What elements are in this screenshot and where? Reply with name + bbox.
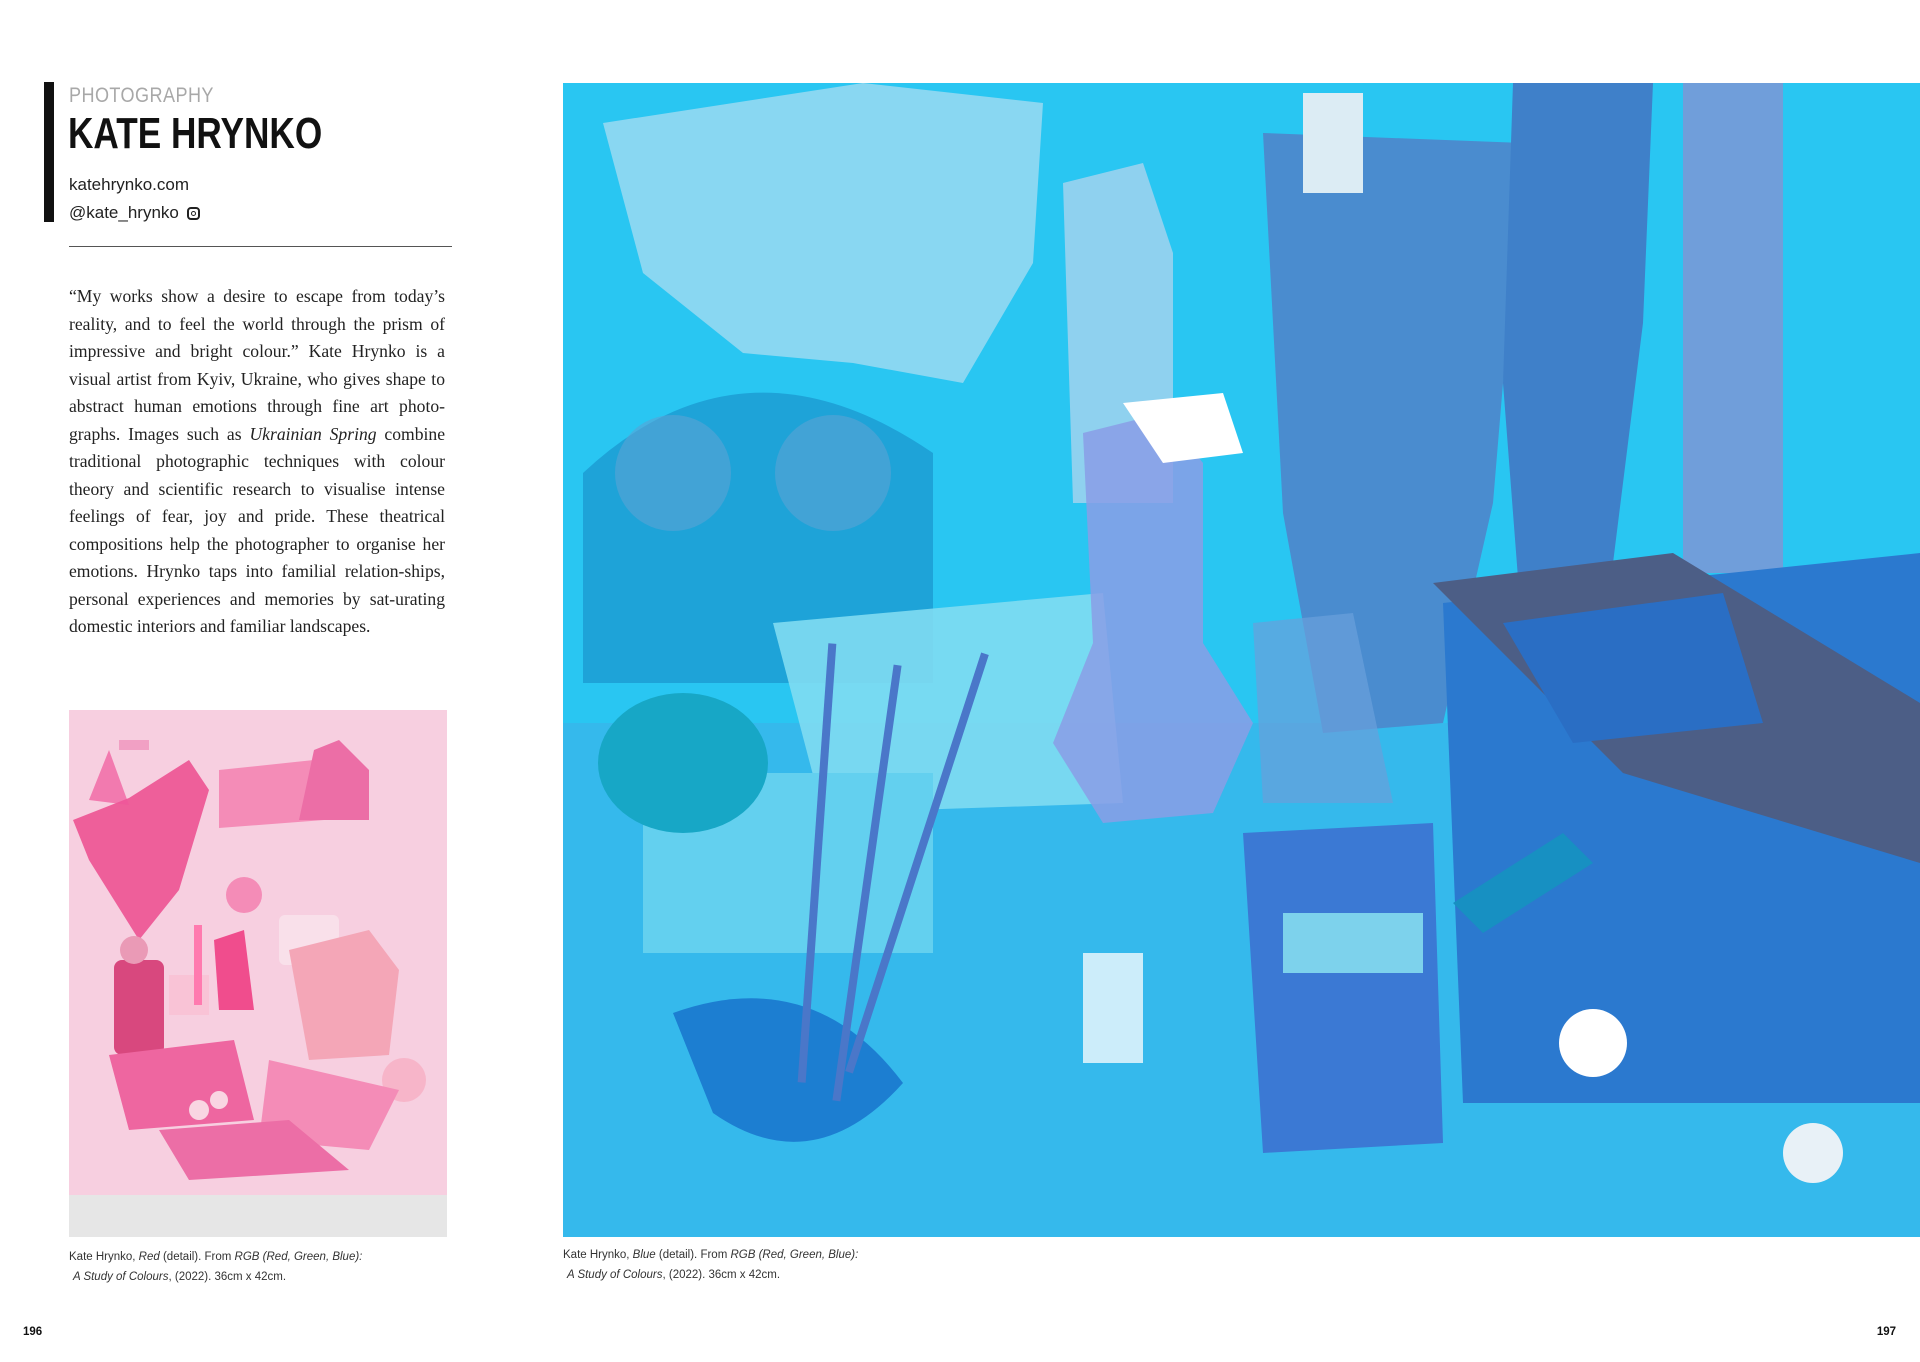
caption-red-detail: (detail). From [159, 1251, 235, 1263]
caption-blue [563, 1245, 963, 1285]
caption-blue-meta: , (2022). 36cm x 42cm. [662, 1269, 781, 1281]
article-body [69, 283, 445, 641]
caption-blue-series2: A Study of Colours [567, 1269, 663, 1281]
caption-blue-title: Blue [632, 1249, 656, 1261]
instagram-icon [187, 207, 200, 220]
page-number-right: 197 [1876, 1326, 1896, 1338]
article-text-end: combine traditional photographic techniques with colour theory and scientific research to visualise intense feelings of fear, joy and pride. These theatrical compositions help the photographer to organise her emotions. Hrynko taps into familial relation-ships, personal experiences and memories by sat-urating domestic interiors and familiar landscapes. [69, 423, 446, 636]
website-link[interactable]: katehrynko.com [69, 175, 189, 194]
right-page [563, 0, 1920, 1362]
photo-blue [563, 83, 1920, 1237]
caption-red-series2: A Study of Colours [73, 1271, 169, 1283]
photo-red-artwork [69, 710, 447, 1237]
caption-red [69, 1247, 429, 1287]
photo-red [69, 710, 447, 1237]
caption-blue-artist: Kate Hrynko, [563, 1249, 633, 1261]
accent-bar [44, 82, 54, 222]
caption-red-series: RGB (Red, Green, Blue): [234, 1251, 363, 1263]
caption-blue-series: RGB (Red, Green, Blue): [730, 1249, 859, 1261]
caption-blue-line2 [563, 1265, 963, 1285]
instagram-handle[interactable] [69, 203, 200, 223]
photo-blue-artwork [563, 83, 1920, 1237]
caption-red-meta: , (2022). 36cm x 42cm. [168, 1271, 287, 1283]
caption-red-artist: Kate Hrynko, [69, 1251, 139, 1263]
artwork-title: Ukrainian Spring [249, 423, 377, 444]
divider [69, 246, 452, 247]
article-text-start: “My works show a desire to escape from today’s reality, and to feel the world through the prism of impressive and bright colour.” Kate Hrynko is a visual artist from Kyiv, Ukraine, who gives shape to abstract human emotions through fine art photo-graphs. Images such as [69, 286, 445, 444]
artist-name: KATE HRYNKO [68, 109, 323, 158]
caption-red-line2 [69, 1267, 429, 1287]
caption-red-title: Red [138, 1251, 160, 1263]
section-label: PHOTOGRAPHY [69, 84, 214, 107]
page-number-left: 196 [23, 1326, 43, 1338]
instagram-handle-text: @kate_hrynko [69, 203, 179, 222]
caption-blue-detail: (detail). From [655, 1249, 731, 1261]
